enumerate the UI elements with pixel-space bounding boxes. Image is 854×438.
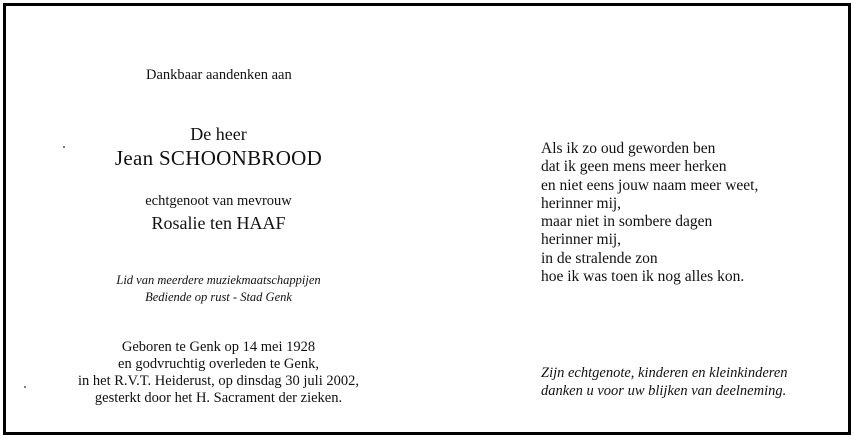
poem-line: hoe ik was toen ik nog alles kon.: [541, 268, 745, 286]
poem-line: Als ik zo oud geworden ben: [541, 140, 716, 157]
print-speck: [63, 146, 65, 148]
honorific: De heer: [190, 124, 247, 144]
bio-line: Geboren te Genk op 14 mei 1928: [121, 339, 316, 355]
bio-line: in het R.V.T. Heiderust, op dinsdag 30 juli 2002,: [78, 373, 359, 389]
poem-line: en niet eens jouw naam meer weet,: [541, 176, 759, 194]
spouse-intro: echtgenoot van mevrouw: [145, 193, 292, 209]
right-panel: [486, 6, 848, 432]
thanks-block: [541, 364, 788, 400]
left-panel: [6, 6, 486, 432]
thanks-line: Zijn echtgenote, kinderen en kleinkinderen: [541, 365, 788, 381]
dedication-text: Dankbaar aandenken aan: [146, 67, 292, 83]
poem-line: dat ik geen mens meer herken: [541, 158, 727, 176]
poem-line: herinner mij,: [541, 194, 622, 212]
bio-line: en godvruchtig overleden te Genk,: [118, 356, 319, 372]
poem-line: in de stralende zon: [541, 249, 658, 267]
poem-line: maar niet in sombere dagen: [541, 213, 713, 231]
role-line: Bediende op rust - Stad Genk: [145, 290, 292, 304]
deceased-name: Jean SCHOONBROOD: [114, 146, 323, 170]
print-speck: [24, 386, 26, 388]
poem-line: herinner mij,: [541, 231, 622, 249]
biography-block: [6, 339, 431, 407]
roles-block: [6, 272, 431, 306]
poem-block: [541, 140, 758, 286]
spouse-name: Rosalie ten HAAF: [151, 213, 286, 233]
thanks-line: danken u voor uw blijken van deelneming.: [541, 383, 787, 399]
role-line: Lid van meerdere muziekmaatschappijen: [116, 273, 321, 287]
bio-line: gesterkt door het H. Sacrament der zieken.: [94, 390, 343, 406]
memorial-card: [3, 3, 851, 435]
